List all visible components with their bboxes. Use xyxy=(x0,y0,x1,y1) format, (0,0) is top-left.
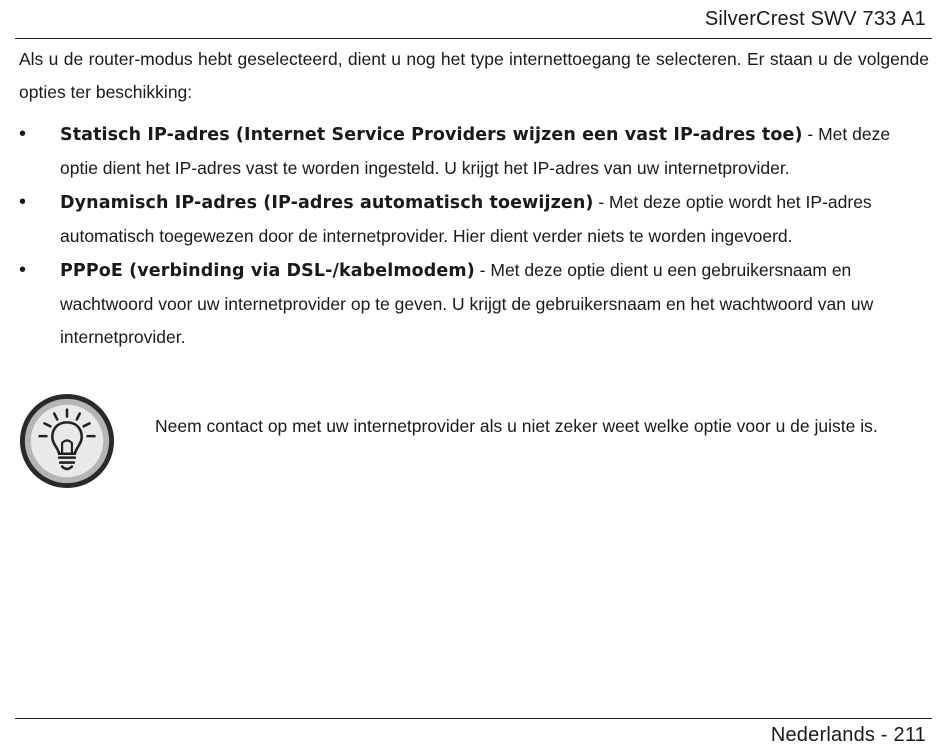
list-item xyxy=(19,118,929,185)
bullet-icon: • xyxy=(19,191,27,213)
option-description: - Met deze optie dient u een gebruikersnaam en wachtwoord voor uw internetprovider op te geven. U krijgt de gebruikersnaam en het wachtwoord van uw internetprovider. xyxy=(60,260,874,347)
lightbulb-icon xyxy=(18,392,116,490)
bullet-icon: • xyxy=(19,259,27,281)
option-description: - Met deze optie wordt het IP-adres automatisch toegewezen door de internetprovider. Hier dient verder niets te worden ingevoerd. xyxy=(60,192,872,246)
option-term: Statisch IP-adres (Internet Service Providers wijzen een vast IP-adres toe) xyxy=(60,125,803,145)
header-title: SilverCrest SWV 733 A1 xyxy=(704,8,926,30)
option-description: - Met deze optie dient het IP-adres vast te worden ingesteld. U krijgt het IP-adres van uw internetprovider. xyxy=(60,124,891,178)
intro-paragraph: Als u de router-modus hebt geselecteerd, dient u nog het type internettoegang te selecteren. Er staan u de volgende opties ter beschikking: xyxy=(19,49,929,102)
options-list xyxy=(19,118,929,355)
list-item xyxy=(19,254,929,354)
list-item xyxy=(19,186,929,253)
option-term: PPPoE (verbinding via DSL-/kabelmodem) xyxy=(60,261,475,281)
bullet-icon: • xyxy=(19,123,27,145)
footer-divider xyxy=(15,718,932,719)
page-number: Nederlands - 211 xyxy=(770,724,926,746)
tip-text: Neem contact op met uw internetprovider als u niet zeker weet welke optie voor u de juiste is. xyxy=(155,416,878,436)
option-term: Dynamisch IP-adres (IP-adres automatisch toewijzen) xyxy=(60,193,594,213)
header-divider xyxy=(15,38,932,39)
